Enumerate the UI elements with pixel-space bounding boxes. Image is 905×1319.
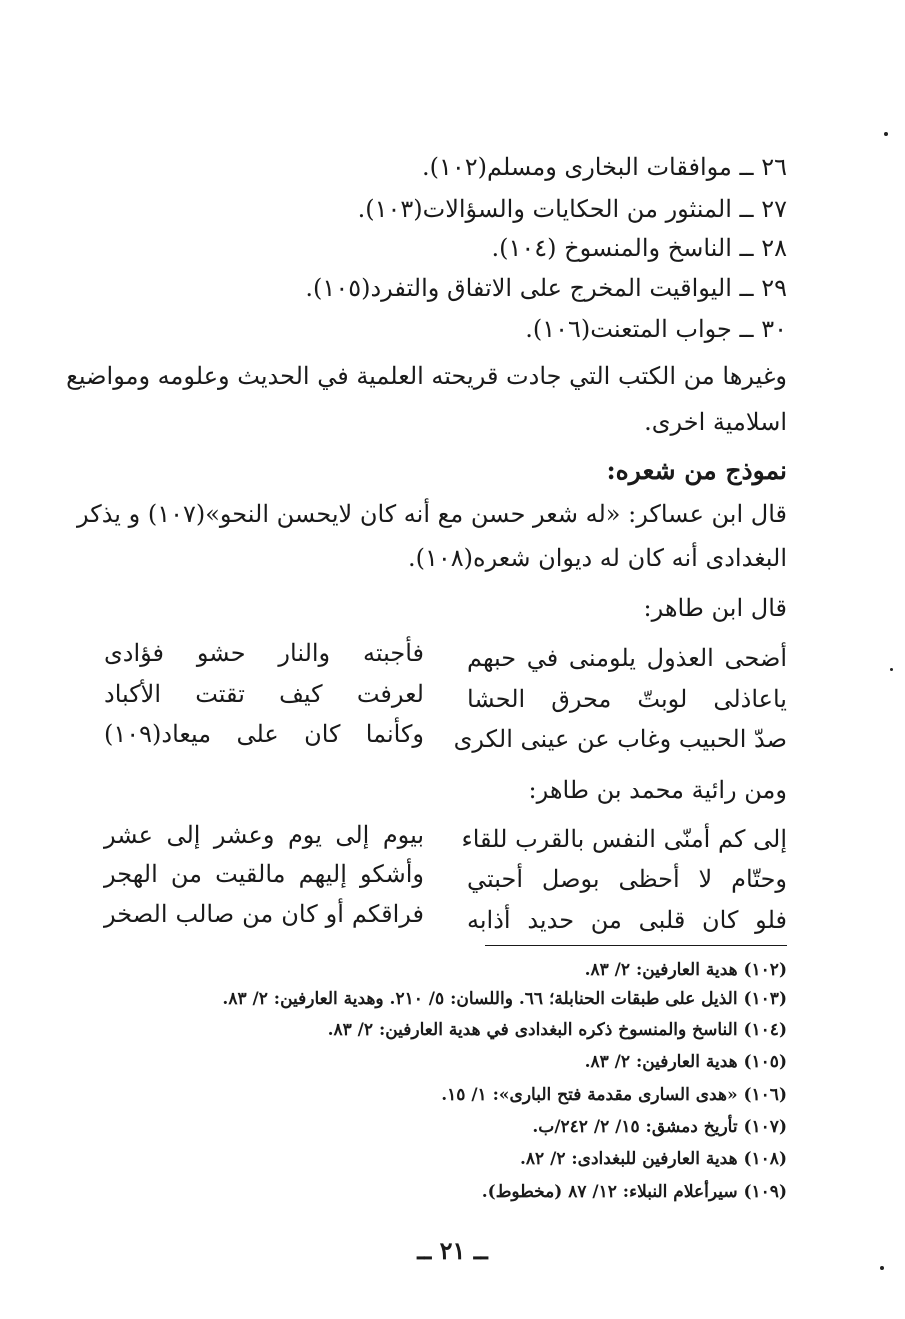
paragraph-2-line-1: قال ابن عساكر: «له شعر حسن مع أنه كان لايحسن النحو»(١٠٧) و يذكر — [77, 500, 787, 528]
footnote-103: (١٠٣) الذيل على طبقات الحنابلة؛ ٦٦. واللسان: ٥/ ٢١٠. وهدية العارفين: ٢/ ٨٣. — [222, 989, 787, 1009]
poem-2-verse-1-second-half: بيوم إلى يوم وعشر إلى عشر — [104, 821, 424, 849]
list-item-30: ٣٠ ــ جواب المتعنت(١٠٦). — [525, 315, 787, 343]
footnote-105: (١٠٥) هدية العارفين: ٢/ ٨٣. — [584, 1052, 787, 1072]
scan-speck — [890, 668, 893, 671]
list-item-26: ٢٦ ــ موافقات البخارى ومسلم(١٠٢). — [421, 153, 787, 181]
footnote-102: (١٠٢) هدية العارفين: ٢/ ٨٣. — [584, 960, 787, 980]
list-item-28: ٢٨ ــ الناسخ والمنسوخ (١٠٤). — [491, 234, 787, 262]
poem-1-verse-1-second-half: فأجبته والنار حشو فؤادى — [104, 639, 424, 667]
paragraph-2-line-2: البغدادى أنه كان له ديوان شعره(١٠٨). — [407, 544, 787, 572]
poem-1-verse-1-first-half: أضحى العذول يلومنى في حبهم — [467, 644, 787, 672]
footnote-separator — [485, 945, 787, 946]
poem-2-verse-1-first-half: إلى كم أمنّى النفس بالقرب للقاء — [461, 825, 787, 853]
paragraph-1-line-1: وغيرها من الكتب التي جادت قريحته العلمية في الحديث وعلومه ومواضيع — [66, 362, 787, 390]
footnote-108: (١٠٨) هدية العارفين للبغدادى: ٢/ ٨٢. — [519, 1149, 787, 1169]
poem-1-verse-3-first-half: صدّ الحبيب وغاب عن عينى الكرى — [453, 725, 787, 753]
list-item-29: ٢٩ ــ اليواقيت المخرج على الاتفاق والتفرد(١٠٥). — [305, 274, 787, 302]
poem-1-verse-2-first-half: ياعاذلى لوبتّ محرق الحشا — [467, 685, 787, 713]
footnote-106: (١٠٦) «هدى السارى مقدمة فتح البارى»: ١/ ١٥. — [441, 1085, 787, 1105]
poem-1-verse-3-second-half: وكأنما كان على ميعاد(١٠٩) — [104, 720, 424, 748]
list-item-27: ٢٧ ــ المنثور من الحكايات والسؤالات(١٠٣). — [357, 195, 787, 223]
poem-2-intro: ومن رائية محمد بن طاهر: — [528, 776, 787, 804]
scan-speck — [880, 1266, 884, 1270]
poem-1-verse-2-second-half: لعرفت كيف تقتت الأكباد — [104, 680, 424, 708]
scan-speck — [884, 132, 888, 136]
footnote-104: (١٠٤) الناسخ والمنسوخ ذكره البغدادى في هدية العارفين: ٢/ ٨٣. — [327, 1020, 787, 1040]
paragraph-1-line-2: اسلامية اخرى. — [644, 408, 787, 436]
poem-2-verse-2-first-half: وحتّام لا أحظى بوصل أحبتي — [467, 865, 787, 893]
footnote-109: (١٠٩) سيرأعلام النبلاء: ١٢/ ٨٧ (مخطوط). — [481, 1182, 787, 1202]
footnote-107: (١٠٧) تأريخ دمشق: ١٥/ ٢/ ٢٤٢/ب. — [532, 1117, 787, 1137]
section-heading: نموذج من شعره: — [606, 456, 787, 485]
poem-2-verse-2-second-half: وأشكو إليهم مالقيت من الهجر — [104, 860, 424, 888]
poem-2-verse-3-first-half: فلو كان قلبى من حديد أذابه — [467, 906, 787, 934]
page-number: ــ ٢١ ــ — [417, 1236, 488, 1265]
poem-1-intro: قال ابن طاهر: — [643, 594, 787, 622]
poem-2-verse-3-second-half: فراقكم أو كان من صالب الصخر — [104, 900, 424, 928]
